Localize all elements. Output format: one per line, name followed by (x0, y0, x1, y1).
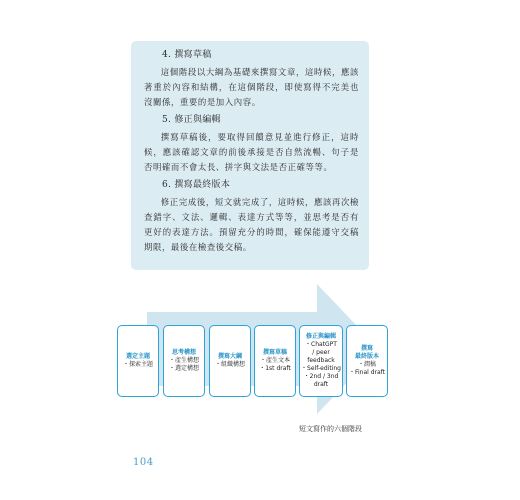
step-title (263, 349, 287, 357)
step-title (218, 353, 242, 361)
step-ideation (163, 325, 205, 397)
section-paragraph: 這個階段以大綱為基礎來撰寫文章，這時候，應該著重於內容和結構，在這個階段，即使寫得不完美也沒關係，重要的是加入內容。 (144, 67, 359, 107)
writing-stages-textbox (131, 41, 369, 270)
section-5 (144, 115, 359, 175)
step-item: ・Self-editing (301, 365, 341, 372)
section-paragraph: 撰寫草稿後，要取得回饋意見並進行修正，這時候，應該確認文章的前後承接是否自然流暢、句子是否明確而不會太長、拼字與文法是否正確等等。 (144, 132, 359, 172)
step-outline (209, 325, 251, 397)
step-choose-topic (117, 325, 159, 397)
step-item: ・產生構想 (168, 357, 199, 364)
step-title-line: 撰寫大綱 (217, 353, 242, 360)
step-item: ・Final draft (348, 369, 386, 376)
step-item: ・1st draft (259, 365, 291, 372)
step-title-line: 撰寫 (360, 345, 373, 352)
step-title-line: 選定主題 (125, 353, 150, 360)
section-title: 5. 修正與編輯 (162, 115, 221, 125)
step-item: ・ChatGPT (305, 341, 337, 348)
step-revise-edit (299, 325, 343, 397)
section-4 (144, 50, 359, 110)
step-title (126, 353, 150, 361)
step-item: ・2nd / 3nd (303, 373, 339, 380)
figure-caption: 短文寫作的六個階段 (299, 425, 362, 433)
step-item: / peer (312, 349, 330, 356)
step-item: ・產生文本 (259, 357, 290, 364)
step-item: draft (313, 381, 329, 388)
step-item: ・探索主題 (122, 361, 153, 368)
step-title (306, 333, 336, 341)
step-item: feedback (307, 357, 335, 364)
step-draft (254, 325, 296, 397)
step-title-line: 最終版本 (354, 353, 379, 360)
step-title-line: 修正與編輯 (305, 333, 336, 340)
section-6 (144, 180, 359, 255)
section-paragraph: 修正完成後，短文就完成了，這時候，應該再次檢查錯字、文法、邏輯、表達方式等等，並思考是否有更好的表達方法。預留充分的時間，確保能遵守交稿期限，最後在檢查後交稿。 (144, 197, 359, 252)
step-title (172, 349, 196, 357)
section-title: 4. 撰寫草稿 (162, 50, 212, 60)
step-item: ・選定構想 (168, 365, 199, 372)
section-title: 6. 撰寫最終版本 (162, 180, 231, 190)
page-number: 104 (133, 457, 154, 468)
step-title-line: 撰寫草稿 (262, 349, 287, 356)
step-item: ・組織構想 (214, 361, 245, 368)
step-title-line: 思考構想 (171, 349, 196, 356)
step-item: ・潤稿 (357, 361, 376, 368)
step-title (355, 345, 379, 361)
step-final-version (346, 325, 388, 397)
